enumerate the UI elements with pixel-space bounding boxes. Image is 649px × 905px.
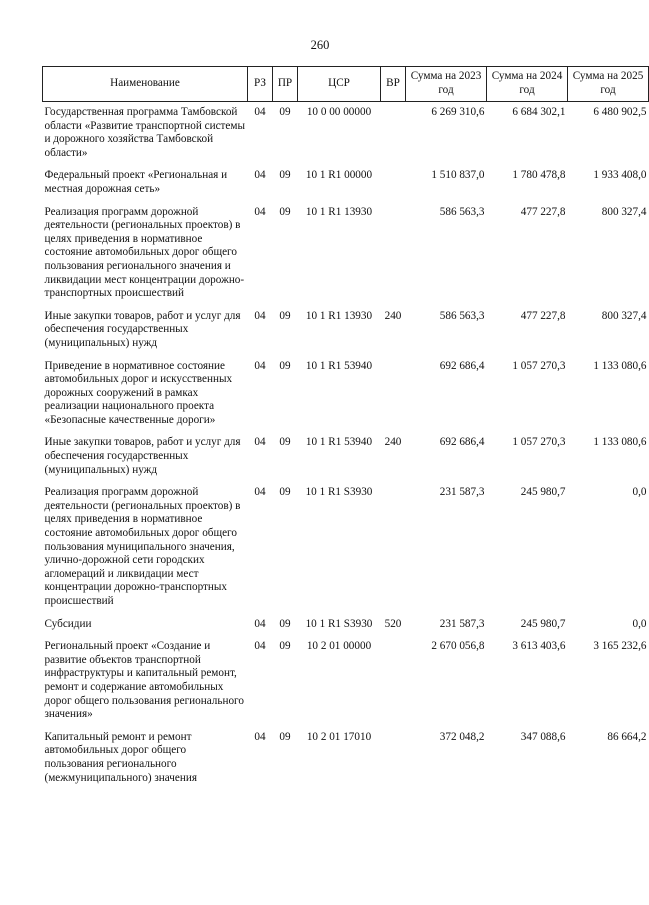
table-row bbox=[43, 165, 649, 201]
row-sum-2024: 1 780 478,8 bbox=[512, 169, 566, 182]
row-sum-2023: 2 670 056,8 bbox=[431, 640, 485, 653]
row-sum-2023: 231 587,3 bbox=[439, 617, 485, 630]
row-vr bbox=[381, 165, 406, 201]
header-sum-2024: Сумма на 2024 год bbox=[487, 67, 568, 102]
header-pr: ПР bbox=[273, 67, 298, 102]
row-sum-2025: 3 165 232,6 bbox=[593, 640, 647, 653]
row-sum-2023: 1 510 837,0 bbox=[431, 169, 485, 182]
table-row bbox=[43, 482, 649, 613]
row-sum-2025: 0,0 bbox=[632, 617, 647, 630]
row-sum-2025: 800 327,4 bbox=[601, 205, 647, 218]
row-pr: 09 bbox=[279, 205, 291, 218]
table-row bbox=[43, 356, 649, 433]
row-vr bbox=[381, 727, 406, 790]
row-rz: 04 bbox=[254, 309, 266, 322]
header-sum-2025: Сумма на 2025 год bbox=[568, 67, 649, 102]
table-header-row bbox=[43, 67, 649, 102]
page-number: 260 bbox=[310, 38, 330, 52]
row-sum-2024: 6 684 302,1 bbox=[512, 106, 566, 118]
row-name: Государственная программа Тамбовской области «Развитие транспортной системы и дорожного хозяйства Тамбовской области» bbox=[44, 106, 245, 159]
budget-table bbox=[42, 66, 649, 790]
row-rz: 04 bbox=[254, 205, 266, 218]
row-vr: 520 bbox=[384, 617, 402, 630]
row-name: Реализация программ дорожной деятельности (региональных проектов) в целях приведения в нормативное состояние автомобильных дорог общего пользования регионального значения и ликвидации мест концентрации дорожно-транспортных происшествий bbox=[44, 205, 245, 300]
row-vr bbox=[381, 202, 406, 306]
row-vr bbox=[381, 356, 406, 433]
table-row bbox=[43, 306, 649, 356]
row-pr: 09 bbox=[279, 640, 291, 653]
row-pr: 09 bbox=[279, 436, 291, 449]
row-csr: 10 2 01 17010 bbox=[306, 730, 372, 743]
row-csr: 10 1 R1 S3930 bbox=[305, 617, 373, 630]
row-csr: 10 1 R1 53940 bbox=[305, 359, 373, 372]
row-vr bbox=[381, 102, 406, 166]
row-sum-2024: 3 613 403,6 bbox=[512, 640, 566, 653]
row-csr: 10 1 R1 53940 bbox=[305, 436, 373, 449]
table-row bbox=[43, 202, 649, 306]
row-pr: 09 bbox=[279, 359, 291, 372]
row-csr: 10 0 00 00000 bbox=[306, 106, 372, 118]
row-sum-2025: 800 327,4 bbox=[601, 309, 647, 322]
row-csr: 10 1 R1 00000 bbox=[305, 169, 373, 182]
row-sum-2025: 1 933 408,0 bbox=[593, 169, 647, 182]
row-sum-2025: 1 133 080,6 bbox=[593, 359, 647, 372]
row-name: Федеральный проект «Региональная и местная дорожная сеть» bbox=[44, 169, 228, 195]
row-pr: 09 bbox=[279, 486, 291, 499]
row-sum-2024: 1 057 270,3 bbox=[512, 359, 566, 372]
row-rz: 04 bbox=[254, 106, 266, 118]
row-csr: 10 2 01 00000 bbox=[306, 640, 372, 653]
row-name: Реализация программ дорожной деятельности (региональных проектов) в целях приведения в нормативное состояние автомобильных дорог общего пользования муниципального значения, улично-дорожной сети городских агломераций и ликвидации мест концентрации дорожно-транспортных происшествий bbox=[44, 486, 241, 607]
row-name: Приведение в нормативное состояние автомобильных дорог и искусственных дорожных сооружений в рамках реализации национального проекта «Безопасные качественные дороги» bbox=[44, 359, 233, 426]
header-sum-2023: Сумма на 2023 год bbox=[406, 67, 487, 102]
row-rz: 04 bbox=[254, 617, 266, 630]
row-sum-2023: 586 563,3 bbox=[439, 205, 485, 218]
row-sum-2024: 477 227,8 bbox=[520, 309, 566, 322]
header-name: Наименование bbox=[43, 67, 248, 102]
row-vr bbox=[381, 636, 406, 727]
row-sum-2023: 372 048,2 bbox=[439, 730, 485, 743]
table-row bbox=[43, 636, 649, 727]
row-csr: 10 1 R1 13930 bbox=[305, 309, 373, 322]
row-sum-2023: 231 587,3 bbox=[439, 486, 485, 499]
row-name: Иные закупки товаров, работ и услуг для обеспечения государственных (муниципальных) нужд bbox=[44, 309, 241, 349]
row-name: Иные закупки товаров, работ и услуг для обеспечения государственных (муниципальных) нужд bbox=[44, 436, 241, 476]
table-row bbox=[43, 614, 649, 637]
row-rz: 04 bbox=[254, 359, 266, 372]
row-rz: 04 bbox=[254, 169, 266, 182]
row-vr: 240 bbox=[384, 436, 402, 449]
row-sum-2025: 86 664,2 bbox=[607, 730, 647, 743]
row-sum-2023: 692 686,4 bbox=[439, 436, 485, 449]
table-row bbox=[43, 102, 649, 166]
header-csr: ЦСР bbox=[298, 67, 381, 102]
row-sum-2025: 1 133 080,6 bbox=[593, 436, 647, 449]
row-pr: 09 bbox=[279, 617, 291, 630]
row-sum-2024: 245 980,7 bbox=[520, 486, 566, 499]
row-sum-2024: 347 088,6 bbox=[520, 730, 566, 743]
row-name: Капитальный ремонт и ремонт автомобильных дорог общего пользования регионального (межмуниципального) значения bbox=[44, 730, 197, 784]
row-vr: 240 bbox=[384, 309, 402, 322]
row-sum-2025: 6 480 902,5 bbox=[593, 106, 647, 118]
row-pr: 09 bbox=[279, 169, 291, 182]
row-sum-2023: 6 269 310,6 bbox=[431, 106, 485, 118]
row-rz: 04 bbox=[254, 486, 266, 499]
row-csr: 10 1 R1 13930 bbox=[305, 205, 373, 218]
header-vr: ВР bbox=[381, 67, 406, 102]
row-pr: 09 bbox=[279, 309, 291, 322]
row-sum-2024: 1 057 270,3 bbox=[512, 436, 566, 449]
row-rz: 04 bbox=[254, 436, 266, 449]
row-vr bbox=[381, 482, 406, 613]
row-name: Региональный проект «Создание и развитие объектов транспортной инфраструктуры и капитальный ремонт, ремонт и содержание автомобильных дорог общего пользования регионального значения» bbox=[44, 640, 244, 721]
row-sum-2025: 0,0 bbox=[632, 486, 647, 499]
row-pr: 09 bbox=[279, 106, 291, 118]
row-name: Субсидии bbox=[44, 617, 92, 630]
table-row bbox=[43, 727, 649, 790]
table-row bbox=[43, 432, 649, 482]
row-csr: 10 1 R1 S3930 bbox=[305, 486, 373, 499]
row-sum-2024: 245 980,7 bbox=[520, 617, 566, 630]
row-rz: 04 bbox=[254, 730, 266, 743]
row-sum-2023: 692 686,4 bbox=[439, 359, 485, 372]
row-sum-2023: 586 563,3 bbox=[439, 309, 485, 322]
row-sum-2024: 477 227,8 bbox=[520, 205, 566, 218]
header-rz: РЗ bbox=[248, 67, 273, 102]
row-rz: 04 bbox=[254, 640, 266, 653]
row-pr: 09 bbox=[279, 730, 291, 743]
